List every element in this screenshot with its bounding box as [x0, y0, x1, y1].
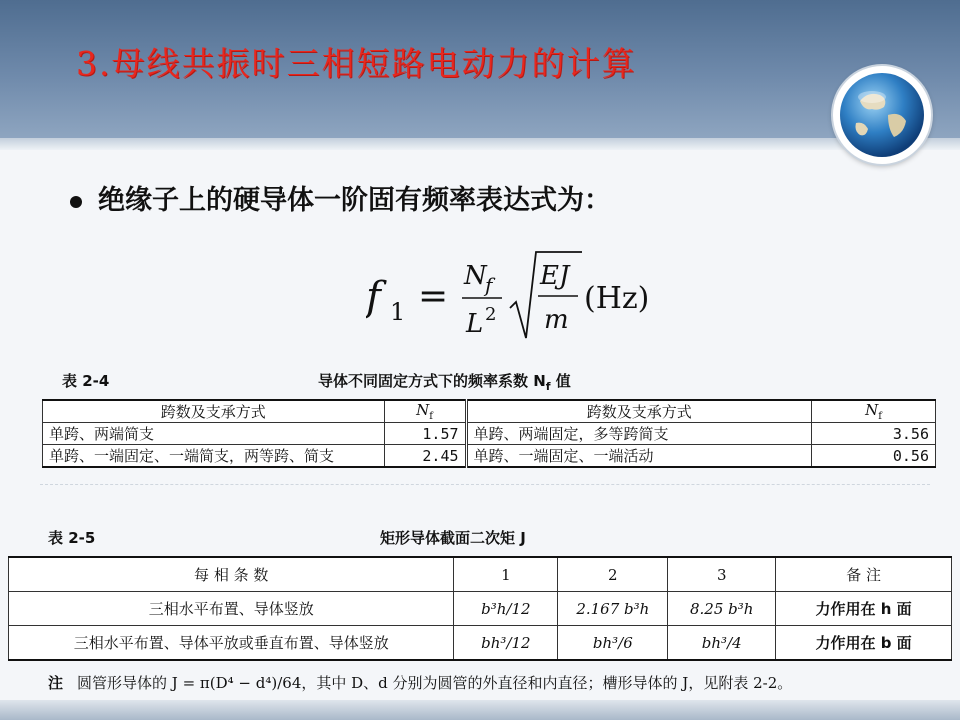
formula-den: L: [466, 309, 484, 339]
table24-cell: 3.56: [812, 423, 936, 445]
table25-label: 表 2-5: [48, 529, 96, 547]
table25-title: 矩形导体截面二次矩 J: [380, 529, 526, 547]
table24-cell: 单跨、两端固定，多等跨简支: [466, 423, 812, 445]
table24-title-tail: 值: [550, 372, 571, 390]
table25-header: 2: [558, 557, 668, 592]
table24-cell: 0.56: [812, 445, 936, 468]
bullet-marker: [70, 196, 82, 208]
table25-cell: 2.167 b³h: [558, 592, 668, 626]
table24-cell: 单跨、两端简支: [43, 423, 385, 445]
table25-cell: 三相水平布置、导体平放或垂直布置、导体竖放: [9, 626, 454, 661]
table25-header-row: [9, 557, 952, 592]
table24-cell: 单跨、一端固定、一端简支，两等跨、简支: [43, 445, 385, 468]
table-separator: [40, 484, 930, 493]
table-row: [43, 445, 936, 468]
table25-cell: 力作用在 h 面: [776, 592, 952, 626]
table-note: [48, 672, 792, 693]
table24-cell: 1.57: [384, 423, 466, 445]
formula-unit: (Hz): [584, 281, 650, 316]
table24-label: 表 2-4: [62, 372, 110, 390]
table24-header-nf-2-text: N: [865, 401, 879, 419]
bullet-text: 绝缘子上的硬导体一阶固有频率表达式为：: [98, 185, 611, 216]
table25-cell: bh³/12: [454, 626, 558, 661]
globe-logo: [833, 66, 931, 164]
formula-lhs: f: [366, 274, 381, 320]
table24-header-row: [43, 400, 936, 423]
formula-num: N: [464, 261, 487, 291]
slide-title: 3.母线共振时三相短路电动力的计算: [76, 44, 637, 83]
table24-header-nf-1-text: N: [416, 401, 430, 419]
table25: [8, 556, 952, 661]
table25-cell: b³h/12: [454, 592, 558, 626]
note-label: 注: [48, 674, 64, 692]
table24-header-nf-1: [384, 400, 466, 423]
globe-icon: [838, 71, 926, 159]
table24-cell: 2.45: [384, 445, 466, 468]
table24: [42, 399, 936, 468]
table24-header-nf-2-sub: f: [878, 411, 882, 422]
table25-cell: bh³/4: [668, 626, 776, 661]
formula-lhs-sub: 1: [390, 298, 406, 326]
table25-cell: bh³/6: [558, 626, 668, 661]
table24-header-method-1: 跨数及支承方式: [43, 400, 385, 423]
footer-band: [0, 700, 960, 720]
table25-header: 每 相 条 数: [9, 557, 454, 592]
table25-cell: 力作用在 b 面: [776, 626, 952, 661]
note-text: 圆管形导体的 J = π(D⁴ − d⁴)/64，其中 D、d 分别为圆管的外直径和内直径；槽形导体的 J，见附表 2-2。: [77, 674, 793, 692]
table24-header-method-2: 跨数及支承方式: [466, 400, 812, 423]
table-row: [9, 592, 952, 626]
table24-cell: 单跨、一端固定、一端活动: [466, 445, 812, 468]
table25-header: 3: [668, 557, 776, 592]
bullet-item: [70, 178, 611, 217]
formula-sqrt-num: EJ: [540, 261, 570, 291]
header-divider: [0, 138, 960, 150]
table24-header-nf-2: [812, 400, 936, 423]
table-row: [9, 626, 952, 661]
formula-den-sup: 2: [485, 304, 497, 325]
formula-num-sub: f: [485, 273, 493, 297]
table24-header-nf-1-sub: f: [429, 411, 433, 422]
formula-sqrt-den: m: [544, 305, 569, 335]
table24-title-sub: f: [545, 380, 551, 393]
frequency-formula: [366, 238, 666, 352]
table24-title: [318, 370, 571, 393]
table-row: [43, 423, 936, 445]
table25-header: 备 注: [776, 557, 952, 592]
table24-title-text: 导体不同固定方式下的频率系数 N: [318, 372, 546, 390]
formula-equals: =: [418, 276, 449, 317]
table25-header: 1: [454, 557, 558, 592]
table25-cell: 三相水平布置、导体竖放: [9, 592, 454, 626]
table25-cell: 8.25 b³h: [668, 592, 776, 626]
